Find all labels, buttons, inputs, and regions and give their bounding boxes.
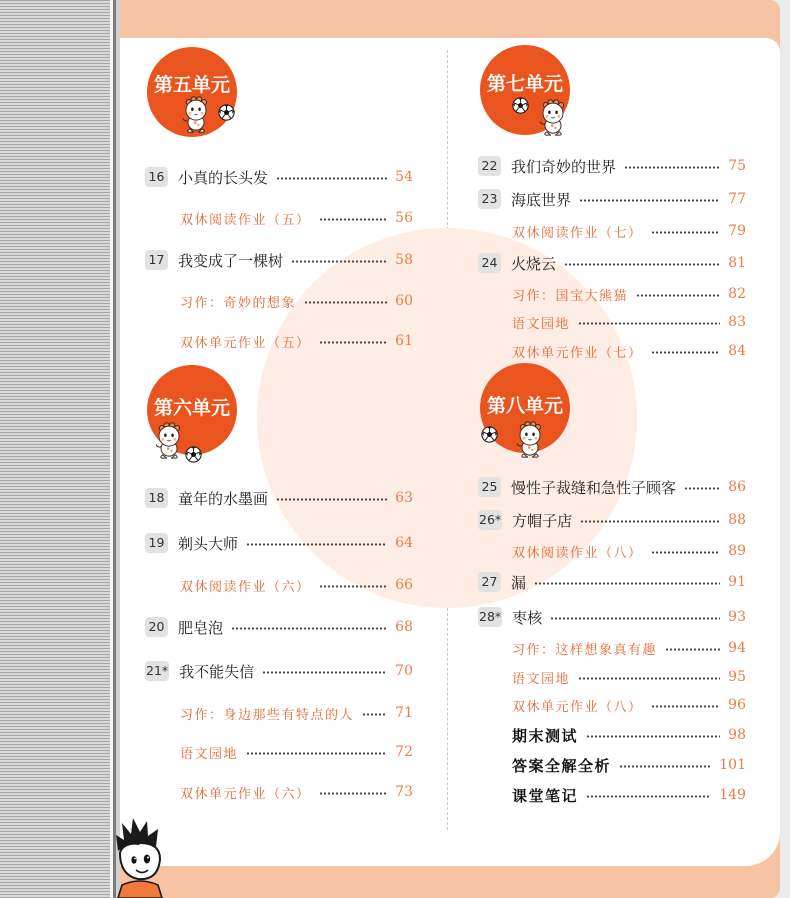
dot-leader — [564, 263, 720, 266]
toc-entry-exercise — [478, 283, 746, 305]
exercise-title: 习作：奇妙的想象 — [180, 295, 297, 311]
dot-leader — [246, 543, 387, 546]
lesson-title: 我不能失信 — [179, 662, 255, 681]
toc-entry-exercise — [145, 781, 413, 803]
exercise-title: 双休阅读作业（七） — [512, 225, 643, 241]
binding-edge — [110, 0, 120, 898]
dinosaur-mascot-icon — [153, 422, 185, 459]
exercise-title: 习作：国宝大熊猫 — [512, 288, 629, 304]
lesson-number: 25 — [478, 477, 501, 497]
lesson-title: 方帽子店 — [512, 511, 573, 530]
lesson-number: 17 — [145, 250, 168, 270]
toc-entry-lesson — [478, 188, 746, 210]
page-number: 66 — [395, 577, 413, 593]
dot-leader — [276, 498, 387, 501]
toc-entry-exercise — [478, 694, 746, 716]
dot-leader — [619, 765, 711, 768]
boy-character-icon — [116, 815, 164, 898]
dot-leader — [665, 648, 720, 651]
toc-entry-exercise — [478, 540, 746, 562]
toc-entry-exercise — [145, 330, 413, 352]
dot-leader — [319, 218, 388, 221]
dot-leader — [319, 792, 388, 795]
page-number: 101 — [719, 757, 746, 773]
lesson-title: 枣核 — [512, 608, 543, 627]
dot-leader — [684, 487, 720, 490]
lesson-number: 26* — [478, 510, 502, 530]
toc-entry-exercise — [478, 220, 746, 242]
exercise-title: 习作：这样想象真有趣 — [512, 642, 658, 658]
toc-entry-lesson — [478, 476, 746, 498]
lesson-number: 20 — [145, 617, 168, 637]
binding-strip — [0, 0, 110, 898]
dot-leader — [304, 301, 387, 304]
toc-entry-lesson — [478, 155, 746, 177]
back-matter-title: 期末测试 — [512, 726, 579, 745]
dot-leader — [586, 735, 720, 738]
dot-leader — [246, 752, 387, 755]
back-matter-title: 课堂笔记 — [512, 786, 579, 805]
lesson-title: 火烧云 — [511, 254, 557, 273]
dot-leader — [580, 520, 720, 523]
exercise-title: 双休阅读作业（六） — [180, 579, 311, 595]
page-number: 91 — [728, 574, 746, 590]
page-number: 71 — [395, 705, 413, 721]
lesson-title: 剃头大师 — [178, 534, 239, 553]
toc-entry-exercise — [478, 340, 746, 362]
exercise-title: 双休单元作业（八） — [512, 699, 643, 715]
page-number: 93 — [728, 609, 746, 625]
exercise-title: 双休单元作业（七） — [512, 345, 643, 361]
lesson-title: 漏 — [511, 573, 527, 592]
page-number: 83 — [728, 314, 746, 330]
dot-leader — [291, 260, 387, 263]
page-number: 96 — [728, 697, 746, 713]
page-number: 75 — [728, 158, 746, 174]
dot-leader — [651, 351, 721, 354]
exercise-title: 双休阅读作业（五） — [180, 212, 311, 228]
unit-badge-label: 第八单元 — [486, 395, 563, 417]
dot-leader — [636, 294, 720, 297]
lesson-number: 27 — [478, 572, 501, 592]
page-number: 86 — [728, 479, 746, 495]
unit-badge-label: 第六单元 — [153, 397, 230, 419]
toc-entry-exercise — [478, 666, 746, 688]
toc-entry-lesson — [145, 616, 413, 638]
page-number: 72 — [395, 744, 413, 760]
dot-leader — [262, 671, 387, 674]
toc-entry-exercise — [478, 311, 746, 333]
toc-entry-lesson — [478, 606, 746, 628]
dot-leader — [578, 322, 720, 325]
soccer-ball-icon — [512, 97, 529, 114]
toc-entry-exercise — [145, 290, 413, 312]
page-number: 64 — [395, 535, 413, 551]
lesson-number: 22 — [478, 156, 501, 176]
lesson-title: 我们奇妙的世界 — [511, 157, 617, 176]
page-number: 82 — [728, 286, 746, 302]
lesson-title: 肥皂泡 — [178, 618, 224, 637]
page-number: 81 — [728, 255, 746, 271]
page-number: 60 — [395, 293, 413, 309]
page-number: 94 — [728, 640, 746, 656]
toc-entry-lesson — [145, 166, 413, 188]
dot-leader — [276, 177, 387, 180]
dot-leader — [651, 551, 721, 554]
page-number: 88 — [728, 512, 746, 528]
column-divider — [447, 50, 448, 230]
toc-entry-lesson — [145, 660, 413, 682]
unit-badge-label: 第五单元 — [153, 74, 230, 96]
toc-entry-back-matter — [478, 784, 746, 806]
dot-leader — [319, 341, 388, 344]
dot-leader — [578, 677, 720, 680]
dot-leader — [651, 705, 721, 708]
unit-badge-label: 第七单元 — [486, 73, 563, 95]
back-matter-title: 答案全解全析 — [512, 756, 612, 775]
page-number: 89 — [728, 543, 746, 559]
lesson-title: 小真的长头发 — [178, 168, 269, 187]
page-number: 58 — [395, 252, 413, 268]
toc-entry-exercise — [145, 741, 413, 763]
page-number: 77 — [728, 191, 746, 207]
lesson-title: 我变成了一棵树 — [178, 251, 284, 270]
dot-leader — [579, 199, 720, 202]
page-number: 98 — [728, 727, 746, 743]
toc-entry-lesson — [145, 487, 413, 509]
lesson-title: 慢性子裁缝和急性子顾客 — [511, 478, 677, 497]
toc-entry-lesson — [478, 509, 746, 531]
lesson-number: 19 — [145, 533, 168, 553]
lesson-title: 童年的水墨画 — [178, 489, 269, 508]
toc-entry-lesson — [145, 249, 413, 271]
toc-entry-lesson — [478, 252, 746, 274]
exercise-title: 双休单元作业（五） — [180, 335, 311, 351]
toc-entry-exercise — [478, 637, 746, 659]
page-number: 70 — [395, 663, 413, 679]
soccer-ball-icon — [481, 426, 498, 443]
page-number: 63 — [395, 490, 413, 506]
toc-entry-exercise — [145, 574, 413, 596]
toc-entry-back-matter — [478, 754, 746, 776]
page-number: 68 — [395, 619, 413, 635]
exercise-title: 双休阅读作业（八） — [512, 545, 643, 561]
page-number: 56 — [395, 210, 413, 226]
page-number: 54 — [395, 169, 413, 185]
dot-leader — [586, 795, 711, 798]
page-number: 149 — [719, 787, 746, 803]
lesson-number: 24 — [478, 253, 501, 273]
soccer-ball-icon — [218, 104, 235, 121]
toc-entry-back-matter — [478, 724, 746, 746]
page-number: 73 — [395, 784, 413, 800]
page-number: 79 — [728, 223, 746, 239]
toc-entry-lesson — [145, 532, 413, 554]
lesson-number: 23 — [478, 189, 501, 209]
dot-leader — [319, 585, 388, 588]
page-number: 84 — [728, 343, 746, 359]
exercise-title: 语文园地 — [512, 316, 571, 332]
dot-leader — [550, 617, 720, 620]
soccer-ball-icon — [185, 446, 202, 463]
lesson-number: 16 — [145, 167, 168, 187]
page-number: 61 — [395, 333, 413, 349]
dot-leader — [624, 166, 720, 169]
dot-leader — [534, 582, 720, 585]
toc-entry-exercise — [145, 702, 413, 724]
exercise-title: 语文园地 — [180, 746, 239, 762]
dinosaur-mascot-icon — [180, 96, 212, 133]
exercise-title: 习作：身边那些有特点的人 — [180, 707, 355, 723]
column-divider — [447, 608, 448, 830]
dot-leader — [231, 627, 387, 630]
lesson-number: 21* — [145, 661, 169, 681]
lesson-number: 28* — [478, 607, 502, 627]
dot-leader — [651, 231, 721, 234]
dinosaur-mascot-icon — [537, 99, 569, 136]
dot-leader — [362, 713, 387, 716]
exercise-title: 语文园地 — [512, 671, 571, 687]
lesson-title: 海底世界 — [511, 190, 572, 209]
toc-entry-lesson — [478, 571, 746, 593]
exercise-title: 双休单元作业（六） — [180, 786, 311, 802]
lesson-number: 18 — [145, 488, 168, 508]
page-number: 95 — [728, 669, 746, 685]
toc-entry-exercise — [145, 207, 413, 229]
dinosaur-mascot-icon — [514, 421, 546, 458]
